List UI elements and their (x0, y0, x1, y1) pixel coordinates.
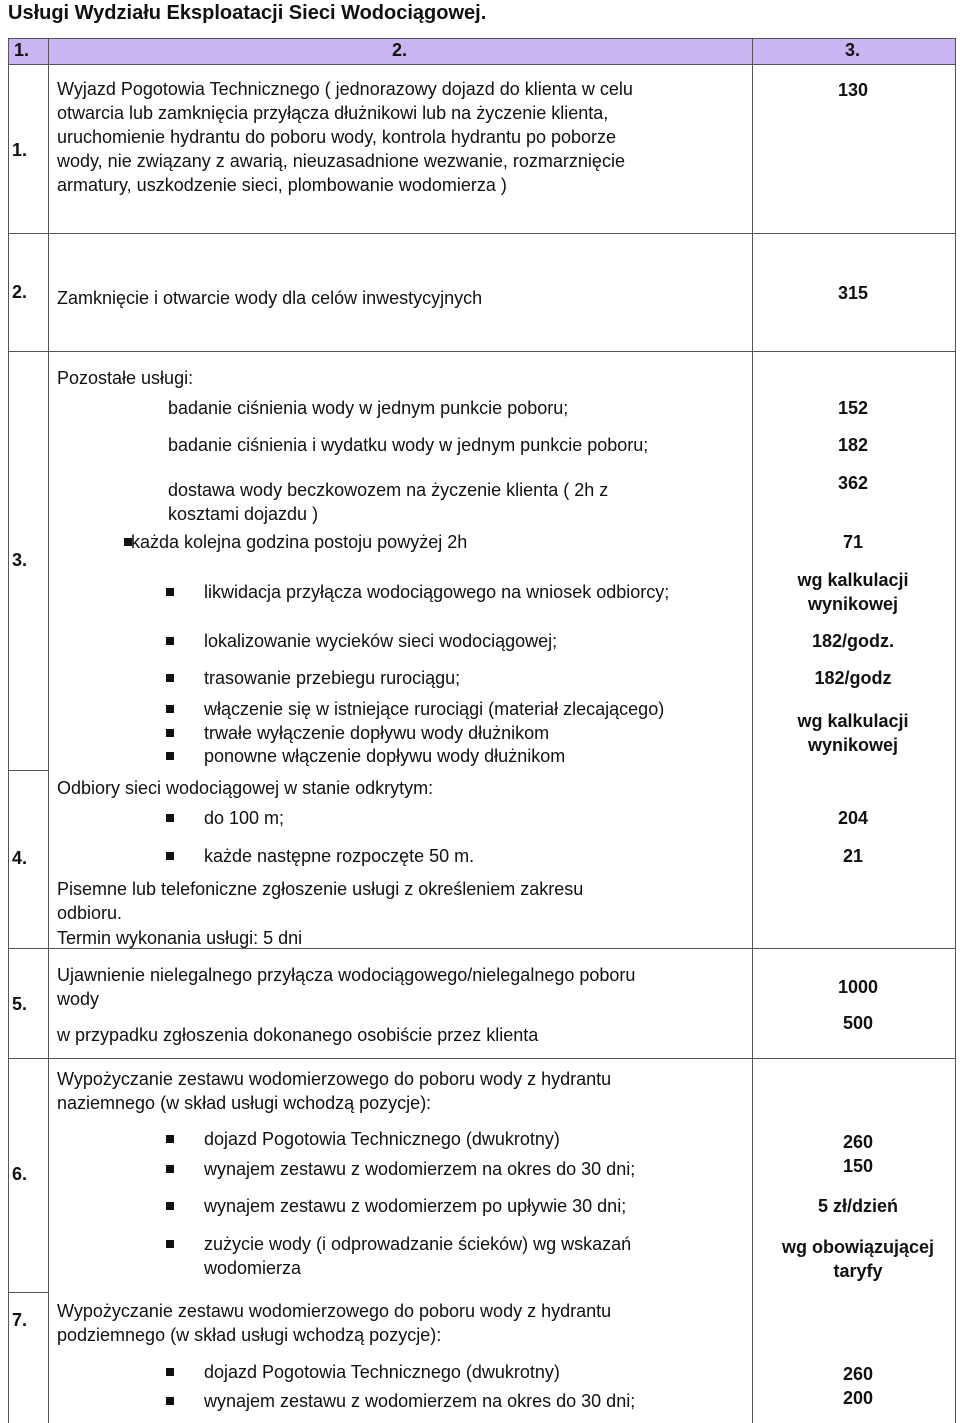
list-item: badanie ciśnienia wody w jednym punkcie poboru; (168, 398, 569, 418)
list-item: likwidacja przyłącza wodociągowego na wniosek odbiorcy; (204, 582, 670, 602)
row-divider (8, 1058, 956, 1059)
list-item: dojazd Pogotowia Technicznego (dwukrotny) (204, 1362, 560, 1382)
row-divider (8, 770, 48, 771)
row-number: 1. (12, 140, 28, 160)
bullet-icon (166, 1202, 174, 1210)
row4-note: Pisemne lub telefoniczne zgłoszenie usługi z określeniem zakresu (57, 879, 584, 899)
table-border-top (8, 38, 956, 39)
row5-text-line: Ujawnienie nielegalnego przyłącza wodociągowego/nielegalnego poboru (57, 965, 636, 985)
price: 182/godz. (811, 631, 895, 651)
list-item: wynajem zestawu z wodomierzem na okres do 30 dni; (204, 1391, 636, 1411)
page-title: Usługi Wydziału Eksploatacji Sieci Wodociągowej. (8, 2, 487, 24)
row3-heading: Pozostałe usługi: (57, 368, 194, 388)
bullet-icon (166, 1368, 174, 1376)
bullet-icon (166, 705, 174, 713)
row6-text-line: naziemnego (w skład usługi wchodzą pozycje): (57, 1093, 432, 1113)
row-number: 5. (12, 994, 28, 1014)
price: wg obowiązującej (781, 1237, 935, 1257)
bullet-icon (166, 729, 174, 737)
bullet-icon (166, 752, 174, 760)
price: 204 (837, 808, 869, 828)
price: 200 (842, 1388, 874, 1408)
bullet-icon (166, 1397, 174, 1405)
price: wg kalkulacji (797, 711, 909, 731)
header-col-2: 2. (392, 40, 408, 60)
list-item: do 100 m; (204, 808, 285, 828)
row1-text-line: otwarcia lub zamknięcia przyłącza dłużnikowi lub na życzenie klienta, (57, 103, 609, 123)
price: 362 (837, 473, 869, 493)
row1-text-line: uruchomienie hydrantu do poboru wody, kontrola hydrantu po poborze (57, 127, 617, 147)
price: wynikowej (807, 735, 899, 755)
row2-price: 315 (837, 283, 869, 303)
price: 260 (842, 1132, 874, 1152)
price: 500 (842, 1013, 874, 1033)
row-divider (8, 1292, 48, 1293)
table-border-col1 (48, 38, 49, 1423)
bullet-icon (166, 1165, 174, 1173)
row5-text-line: w przypadku zgłoszenia dokonanego osobiście przez klienta (57, 1025, 539, 1045)
list-item: trasowanie przebiegu rurociągu; (204, 668, 461, 688)
price: 1000 (837, 977, 879, 997)
list-item: lokalizowanie wycieków sieci wodociągowej; (204, 631, 558, 651)
row1-text-line: armatury, uszkodzenie sieci, plombowanie wodomierza ) (57, 175, 507, 195)
bullet-icon (166, 852, 174, 860)
price: 182/godz (814, 668, 892, 688)
bullet-icon (166, 1240, 174, 1248)
price: 150 (842, 1156, 874, 1176)
list-item: badanie ciśnienia i wydatku wody w jednym punkcie poboru; (168, 435, 649, 455)
table-header-bottom (8, 64, 956, 65)
row-number: 4. (12, 848, 28, 868)
bullet-icon (166, 1135, 174, 1143)
row1-text-line: Wyjazd Pogotowia Technicznego ( jednorazowy dojazd do klienta w celu (57, 79, 633, 99)
table-border-left (8, 38, 9, 1423)
row-divider (8, 233, 956, 234)
price: wg kalkulacji (797, 570, 909, 590)
list-item: zużycie wody (i odprowadzanie ścieków) wg wskazań (204, 1234, 632, 1254)
row5-text-line: wody (57, 989, 100, 1009)
price: wynikowej (807, 594, 899, 614)
bullet-icon (166, 814, 174, 822)
bullet-icon (166, 588, 174, 596)
list-item: trwałe wyłączenie dopływu wody dłużnikom (204, 723, 550, 743)
list-item: wynajem zestawu z wodomierzem na okres do 30 dni; (204, 1159, 636, 1179)
row-divider (8, 351, 956, 352)
list-item: dojazd Pogotowia Technicznego (dwukrotny) (204, 1129, 560, 1149)
list-item: każda kolejna godzina postoju powyżej 2h (131, 532, 468, 552)
row-number: 2. (12, 282, 28, 302)
list-item: ponowne włączenie dopływu wody dłużnikom (204, 746, 566, 766)
price: taryfy (833, 1261, 883, 1281)
table-header (8, 38, 956, 64)
bullet-icon (166, 637, 174, 645)
price: 21 (842, 846, 864, 866)
row4-note: Termin wykonania usługi: 5 dni (57, 928, 303, 948)
row7-text-line: podziemnego (w skład usługi wchodzą pozycje): (57, 1325, 442, 1345)
price: 182 (837, 435, 869, 455)
header-col-3: 3. (845, 40, 861, 60)
price: 152 (837, 398, 869, 418)
list-item: wynajem zestawu z wodomierzem po upływie 30 dni; (204, 1196, 627, 1216)
price: 5 zł/dzień (817, 1196, 898, 1216)
list-item: każde następne rozpoczęte 50 m. (204, 846, 475, 866)
header-col-1: 1. (14, 40, 30, 60)
row6-text-line: Wypożyczanie zestawu wodomierzowego do poboru wody z hydrantu (57, 1069, 612, 1089)
row-number: 6. (12, 1164, 28, 1184)
list-item: wodomierza (204, 1258, 302, 1278)
row4-heading: Odbiory sieci wodociągowej w stanie odkrytym: (57, 778, 434, 798)
list-item: włączenie się w istniejące rurociągi (materiał zlecającego) (204, 699, 665, 719)
bullet-icon (166, 674, 174, 682)
row1-price: 130 (837, 80, 869, 100)
row4-note: odbioru. (57, 903, 123, 923)
row-number: 3. (12, 550, 28, 570)
list-item: dostawa wody beczkowozem na życzenie klienta ( 2h z (168, 480, 609, 500)
row7-text-line: Wypożyczanie zestawu wodomierzowego do poboru wody z hydrantu (57, 1301, 612, 1321)
price: 71 (842, 532, 864, 552)
list-item: kosztami dojazdu ) (168, 504, 319, 524)
row2-text: Zamknięcie i otwarcie wody dla celów inwestycyjnych (57, 288, 483, 308)
row-number: 7. (12, 1310, 28, 1330)
price: 260 (842, 1364, 874, 1384)
row1-text-line: wody, nie związany z awarią, nieuzasadnione wezwanie, rozmarznięcie (57, 151, 625, 171)
